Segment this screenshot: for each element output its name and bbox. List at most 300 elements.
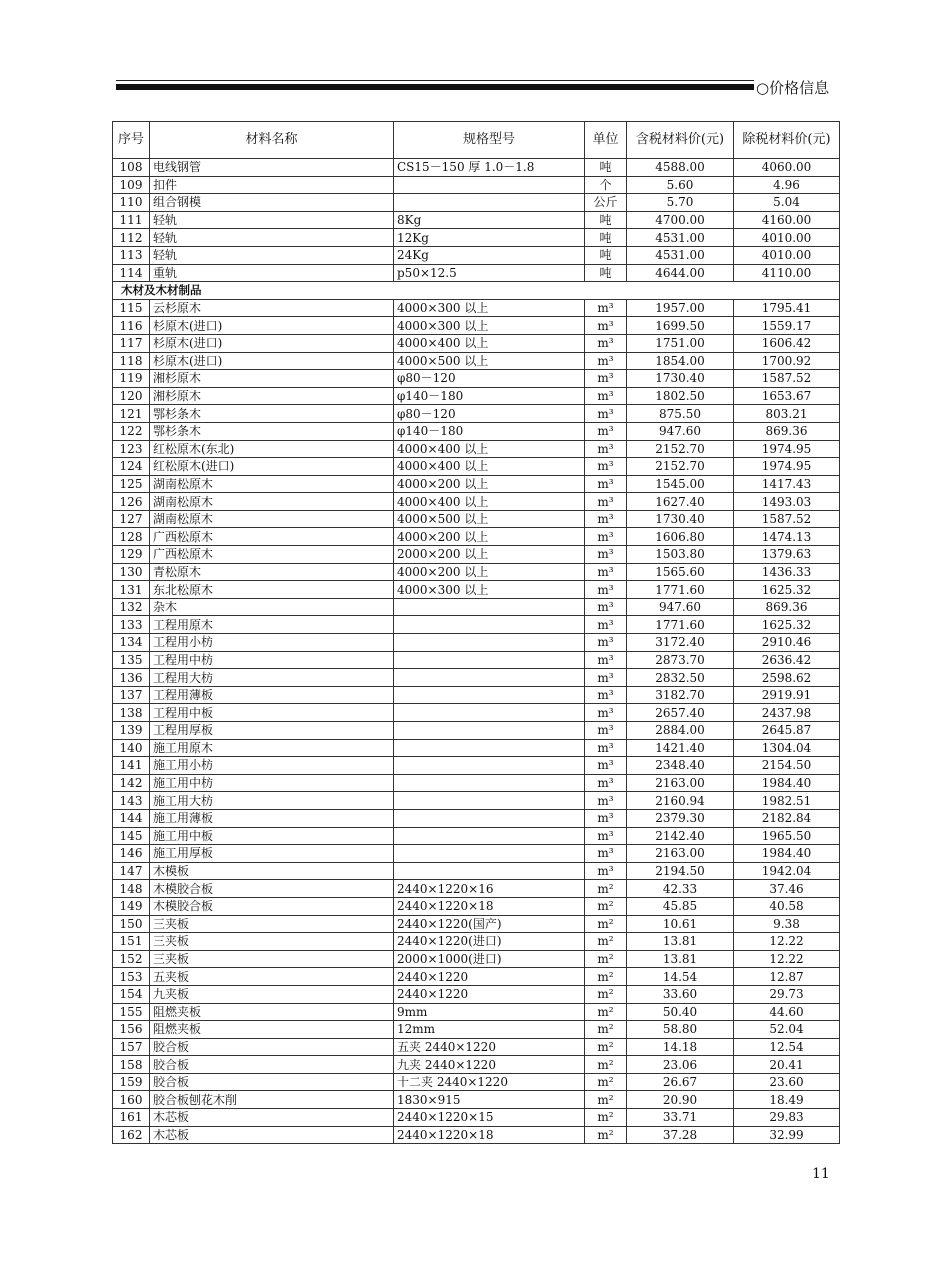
cell-no: 149 [113,897,150,915]
cell-price-notax: 803.21 [734,405,840,423]
cell-spec: 2440×1220×15 [394,1109,585,1127]
cell-unit: m³ [585,563,627,581]
cell-name: 红松原木(东北) [150,440,394,458]
table-row [113,1038,840,1056]
cell-name: 杂木 [150,598,394,616]
cell-unit: m³ [585,669,627,687]
cell-spec: 4000×400 以上 [394,334,585,352]
cell-unit: m³ [585,845,627,863]
cell-spec: 9mm [394,1003,585,1021]
cell-price-notax: 1417.43 [734,475,840,493]
cell-name: 施工用小枋 [150,757,394,775]
cell-price-tax: 4531.00 [627,229,734,247]
cell-price-notax: 4060.00 [734,159,840,177]
cell-price-tax: 1730.40 [627,370,734,388]
table-row [113,845,840,863]
cell-name: 工程用原木 [150,616,394,634]
table-row [113,757,840,775]
cell-spec: 4000×300 以上 [394,299,585,317]
cell-spec: 8Kg [394,211,585,229]
cell-unit: m³ [585,757,627,775]
cell-spec [394,774,585,792]
cell-unit: m³ [585,598,627,616]
cell-price-notax: 29.73 [734,985,840,1003]
table-row [113,634,840,652]
cell-price-tax: 33.60 [627,985,734,1003]
cell-spec: 4000×400 以上 [394,493,585,511]
cell-unit: m³ [585,827,627,845]
table-row [113,792,840,810]
cell-spec [394,827,585,845]
cell-price-notax: 5.04 [734,194,840,212]
cell-no: 118 [113,352,150,370]
cell-price-notax: 1653.67 [734,387,840,405]
cell-unit: 吨 [585,264,627,282]
table-row [113,176,840,194]
cell-name: 木模板 [150,862,394,880]
cell-price-notax: 40.58 [734,897,840,915]
table-row [113,493,840,511]
table-row [113,581,840,599]
table-row [113,1091,840,1109]
cell-name: 工程用大枋 [150,669,394,687]
cell-no: 141 [113,757,150,775]
price-table [112,121,840,1144]
cell-price-tax: 23.06 [627,1056,734,1074]
cell-price-tax: 2160.94 [627,792,734,810]
cell-price-tax: 13.81 [627,933,734,951]
cell-name: 青松原木 [150,563,394,581]
cell-price-tax: 26.67 [627,1073,734,1091]
cell-no: 112 [113,229,150,247]
cell-name: 施工用大枋 [150,792,394,810]
cell-name: 红松原木(进口) [150,458,394,476]
cell-unit: m³ [585,686,627,704]
cell-price-notax: 1625.32 [734,581,840,599]
cell-price-notax: 20.41 [734,1056,840,1074]
cell-price-tax: 2152.70 [627,440,734,458]
cell-price-tax: 2142.40 [627,827,734,845]
cell-unit: m³ [585,440,627,458]
section-title: 木材及木材制品 [113,282,840,300]
cell-spec: 2440×1220×18 [394,1126,585,1144]
cell-price-notax: 1984.40 [734,774,840,792]
cell-price-notax: 1982.51 [734,792,840,810]
table-row [113,774,840,792]
cell-spec [394,757,585,775]
cell-no: 161 [113,1109,150,1127]
col-header-price-notax: 除税材料价(元) [734,122,840,159]
cell-price-tax: 1421.40 [627,739,734,757]
cell-unit: m² [585,968,627,986]
cell-unit: m² [585,880,627,898]
cell-name: 木模胶合板 [150,897,394,915]
cell-name: 工程用厚板 [150,722,394,740]
cell-price-tax: 37.28 [627,1126,734,1144]
cell-no: 162 [113,1126,150,1144]
cell-price-tax: 1957.00 [627,299,734,317]
cell-unit: m³ [585,774,627,792]
cell-no: 110 [113,194,150,212]
cell-price-notax: 1974.95 [734,458,840,476]
cell-no: 130 [113,563,150,581]
cell-price-notax: 12.54 [734,1038,840,1056]
cell-no: 113 [113,246,150,264]
cell-price-notax: 2910.46 [734,634,840,652]
cell-unit: m³ [585,422,627,440]
cell-unit: m² [585,1056,627,1074]
cell-price-notax: 2919.91 [734,686,840,704]
cell-price-tax: 4531.00 [627,246,734,264]
cell-no: 123 [113,440,150,458]
cell-spec [394,792,585,810]
table-row [113,352,840,370]
cell-price-tax: 2832.50 [627,669,734,687]
col-header-price-tax: 含税材料价(元) [627,122,734,159]
cell-no: 148 [113,880,150,898]
cell-price-tax: 1771.60 [627,616,734,634]
table-row [113,704,840,722]
cell-no: 132 [113,598,150,616]
cell-unit: m² [585,950,627,968]
table-row [113,862,840,880]
cell-unit: m³ [585,704,627,722]
cell-price-notax: 12.22 [734,933,840,951]
table-row [113,422,840,440]
cell-price-tax: 1854.00 [627,352,734,370]
cell-price-notax: 1304.04 [734,739,840,757]
cell-unit: m³ [585,387,627,405]
cell-name: 阻燃夹板 [150,1003,394,1021]
cell-no: 154 [113,985,150,1003]
cell-unit: m³ [585,581,627,599]
cell-price-notax: 1606.42 [734,334,840,352]
cell-name: 轻轨 [150,246,394,264]
cell-no: 126 [113,493,150,511]
cell-spec: φ140－180 [394,422,585,440]
cell-unit: 吨 [585,246,627,264]
cell-price-tax: 2873.70 [627,651,734,669]
cell-price-notax: 2154.50 [734,757,840,775]
header-title: ○价格信息 [756,79,830,97]
cell-price-tax: 947.60 [627,422,734,440]
cell-price-tax: 2152.70 [627,458,734,476]
table-row [113,950,840,968]
page-number: 11 [812,1166,830,1182]
cell-no: 115 [113,299,150,317]
cell-no: 160 [113,1091,150,1109]
cell-unit: m³ [585,651,627,669]
cell-name: 杉原木(进口) [150,334,394,352]
cell-no: 114 [113,264,150,282]
cell-name: 组合钢模 [150,194,394,212]
cell-name: 工程用中枋 [150,651,394,669]
cell-name: 鄂杉条木 [150,405,394,423]
cell-price-notax: 1795.41 [734,299,840,317]
cell-price-tax: 2163.00 [627,774,734,792]
cell-unit: m³ [585,352,627,370]
cell-name: 扣件 [150,176,394,194]
section-row [113,282,840,300]
cell-unit: m³ [585,317,627,335]
cell-unit: 个 [585,176,627,194]
cell-price-notax: 4160.00 [734,211,840,229]
cell-price-notax: 2598.62 [734,669,840,687]
cell-price-tax: 2379.30 [627,809,734,827]
table-header-row [113,122,840,159]
cell-spec [394,176,585,194]
table-row [113,159,840,177]
cell-price-notax: 2182.84 [734,809,840,827]
table-row [113,722,840,740]
table-row [113,968,840,986]
cell-price-tax: 3172.40 [627,634,734,652]
cell-name: 九夹板 [150,985,394,1003]
cell-no: 133 [113,616,150,634]
cell-no: 121 [113,405,150,423]
cell-unit: m² [585,1091,627,1109]
cell-no: 129 [113,546,150,564]
cell-unit: m³ [585,528,627,546]
table-row [113,598,840,616]
cell-unit: 吨 [585,211,627,229]
table-row [113,229,840,247]
cell-no: 125 [113,475,150,493]
cell-unit: m³ [585,510,627,528]
table-row [113,897,840,915]
cell-name: 三夹板 [150,915,394,933]
table-row [113,669,840,687]
cell-price-notax: 1436.33 [734,563,840,581]
cell-unit: 公斤 [585,194,627,212]
cell-name: 工程用中板 [150,704,394,722]
cell-price-notax: 23.60 [734,1073,840,1091]
cell-spec [394,862,585,880]
cell-price-tax: 1802.50 [627,387,734,405]
col-header-no: 序号 [113,122,150,159]
cell-price-tax: 3182.70 [627,686,734,704]
cell-spec [394,686,585,704]
cell-price-tax: 2163.00 [627,845,734,863]
cell-no: 143 [113,792,150,810]
cell-spec: 4000×400 以上 [394,458,585,476]
cell-no: 152 [113,950,150,968]
cell-price-notax: 869.36 [734,598,840,616]
cell-unit: m³ [585,634,627,652]
cell-no: 139 [113,722,150,740]
table-row [113,739,840,757]
cell-price-notax: 12.87 [734,968,840,986]
cell-no: 156 [113,1021,150,1039]
cell-unit: m² [585,985,627,1003]
table-row [113,264,840,282]
cell-no: 119 [113,370,150,388]
table-row [113,827,840,845]
cell-price-notax: 4.96 [734,176,840,194]
cell-price-tax: 1606.80 [627,528,734,546]
cell-unit: 吨 [585,229,627,247]
cell-spec [394,634,585,652]
table-row [113,299,840,317]
table-row [113,194,840,212]
cell-price-notax: 52.04 [734,1021,840,1039]
cell-spec: 4000×200 以上 [394,563,585,581]
cell-price-notax: 1559.17 [734,317,840,335]
cell-price-notax: 9.38 [734,915,840,933]
cell-name: 阻燃夹板 [150,1021,394,1039]
cell-name: 施工用原木 [150,739,394,757]
cell-unit: 吨 [585,159,627,177]
cell-price-tax: 1699.50 [627,317,734,335]
cell-spec: 2440×1220(国产) [394,915,585,933]
cell-price-notax: 1474.13 [734,528,840,546]
cell-price-notax: 869.36 [734,422,840,440]
cell-price-notax: 32.99 [734,1126,840,1144]
table-row [113,405,840,423]
table-row [113,880,840,898]
cell-name: 广西松原木 [150,528,394,546]
table-body [113,159,840,1144]
cell-unit: m³ [585,475,627,493]
cell-spec: 4000×300 以上 [394,581,585,599]
cell-name: 施工用厚板 [150,845,394,863]
cell-price-notax: 2636.42 [734,651,840,669]
cell-no: 150 [113,915,150,933]
cell-no: 142 [113,774,150,792]
cell-unit: m³ [585,458,627,476]
cell-no: 153 [113,968,150,986]
cell-name: 轻轨 [150,229,394,247]
cell-unit: m³ [585,792,627,810]
cell-price-notax: 29.83 [734,1109,840,1127]
cell-name: 三夹板 [150,950,394,968]
cell-price-notax: 1587.52 [734,370,840,388]
cell-spec: 4000×400 以上 [394,440,585,458]
cell-name: 轻轨 [150,211,394,229]
cell-name: 木模胶合板 [150,880,394,898]
cell-price-notax: 12.22 [734,950,840,968]
cell-name: 湘杉原木 [150,370,394,388]
cell-price-notax: 1493.03 [734,493,840,511]
cell-price-tax: 20.90 [627,1091,734,1109]
cell-no: 159 [113,1073,150,1091]
cell-spec: 2440×1220 [394,985,585,1003]
col-header-spec: 规格型号 [394,122,585,159]
cell-price-tax: 5.70 [627,194,734,212]
cell-name: 东北松原木 [150,581,394,599]
table-row [113,933,840,951]
cell-spec: CS15－150 厚 1.0－1.8 [394,159,585,177]
table-row [113,1109,840,1127]
table-row [113,546,840,564]
cell-name: 胶合板 [150,1073,394,1091]
cell-price-notax: 2645.87 [734,722,840,740]
cell-name: 木芯板 [150,1109,394,1127]
cell-spec: φ80－120 [394,370,585,388]
cell-unit: m³ [585,334,627,352]
cell-no: 145 [113,827,150,845]
table-row [113,1056,840,1074]
cell-price-tax: 1503.80 [627,546,734,564]
cell-unit: m³ [585,616,627,634]
cell-name: 工程用薄板 [150,686,394,704]
cell-name: 工程用小枋 [150,634,394,652]
cell-price-notax: 1625.32 [734,616,840,634]
cell-price-tax: 1565.60 [627,563,734,581]
cell-no: 138 [113,704,150,722]
cell-price-tax: 42.33 [627,880,734,898]
cell-price-tax: 50.40 [627,1003,734,1021]
table-row [113,317,840,335]
cell-spec [394,739,585,757]
col-header-name: 材料名称 [150,122,394,159]
cell-price-tax: 4644.00 [627,264,734,282]
cell-name: 湖南松原木 [150,493,394,511]
cell-price-tax: 2348.40 [627,757,734,775]
cell-no: 111 [113,211,150,229]
cell-spec [394,194,585,212]
cell-no: 147 [113,862,150,880]
cell-spec: 4000×500 以上 [394,352,585,370]
cell-spec [394,845,585,863]
table-row [113,915,840,933]
cell-no: 140 [113,739,150,757]
cell-name: 广西松原木 [150,546,394,564]
table-row [113,211,840,229]
cell-price-notax: 1974.95 [734,440,840,458]
table-row [113,563,840,581]
cell-price-tax: 1771.60 [627,581,734,599]
cell-spec: 24Kg [394,246,585,264]
cell-spec: 4000×300 以上 [394,317,585,335]
cell-price-tax: 45.85 [627,897,734,915]
cell-price-tax: 14.18 [627,1038,734,1056]
cell-spec [394,669,585,687]
cell-price-tax: 2194.50 [627,862,734,880]
cell-no: 151 [113,933,150,951]
cell-name: 胶合板刨花木削 [150,1091,394,1109]
cell-name: 云杉原木 [150,299,394,317]
cell-price-notax: 1942.04 [734,862,840,880]
cell-name: 杉原木(进口) [150,352,394,370]
cell-spec [394,651,585,669]
cell-no: 109 [113,176,150,194]
cell-price-notax: 18.49 [734,1091,840,1109]
cell-name: 电线钢管 [150,159,394,177]
cell-spec [394,809,585,827]
table-row [113,370,840,388]
cell-spec: 五夹 2440×1220 [394,1038,585,1056]
cell-price-notax: 4010.00 [734,229,840,247]
cell-unit: m³ [585,546,627,564]
cell-price-tax: 13.81 [627,950,734,968]
cell-name: 施工用中板 [150,827,394,845]
cell-unit: m² [585,933,627,951]
cell-price-tax: 10.61 [627,915,734,933]
table-row [113,440,840,458]
table-row [113,475,840,493]
cell-spec: 4000×200 以上 [394,475,585,493]
cell-price-tax: 1627.40 [627,493,734,511]
cell-price-notax: 1965.50 [734,827,840,845]
cell-price-notax: 2437.98 [734,704,840,722]
cell-price-notax: 4110.00 [734,264,840,282]
table-row [113,686,840,704]
cell-unit: m² [585,1021,627,1039]
cell-unit: m³ [585,739,627,757]
cell-no: 128 [113,528,150,546]
cell-price-tax: 58.80 [627,1021,734,1039]
